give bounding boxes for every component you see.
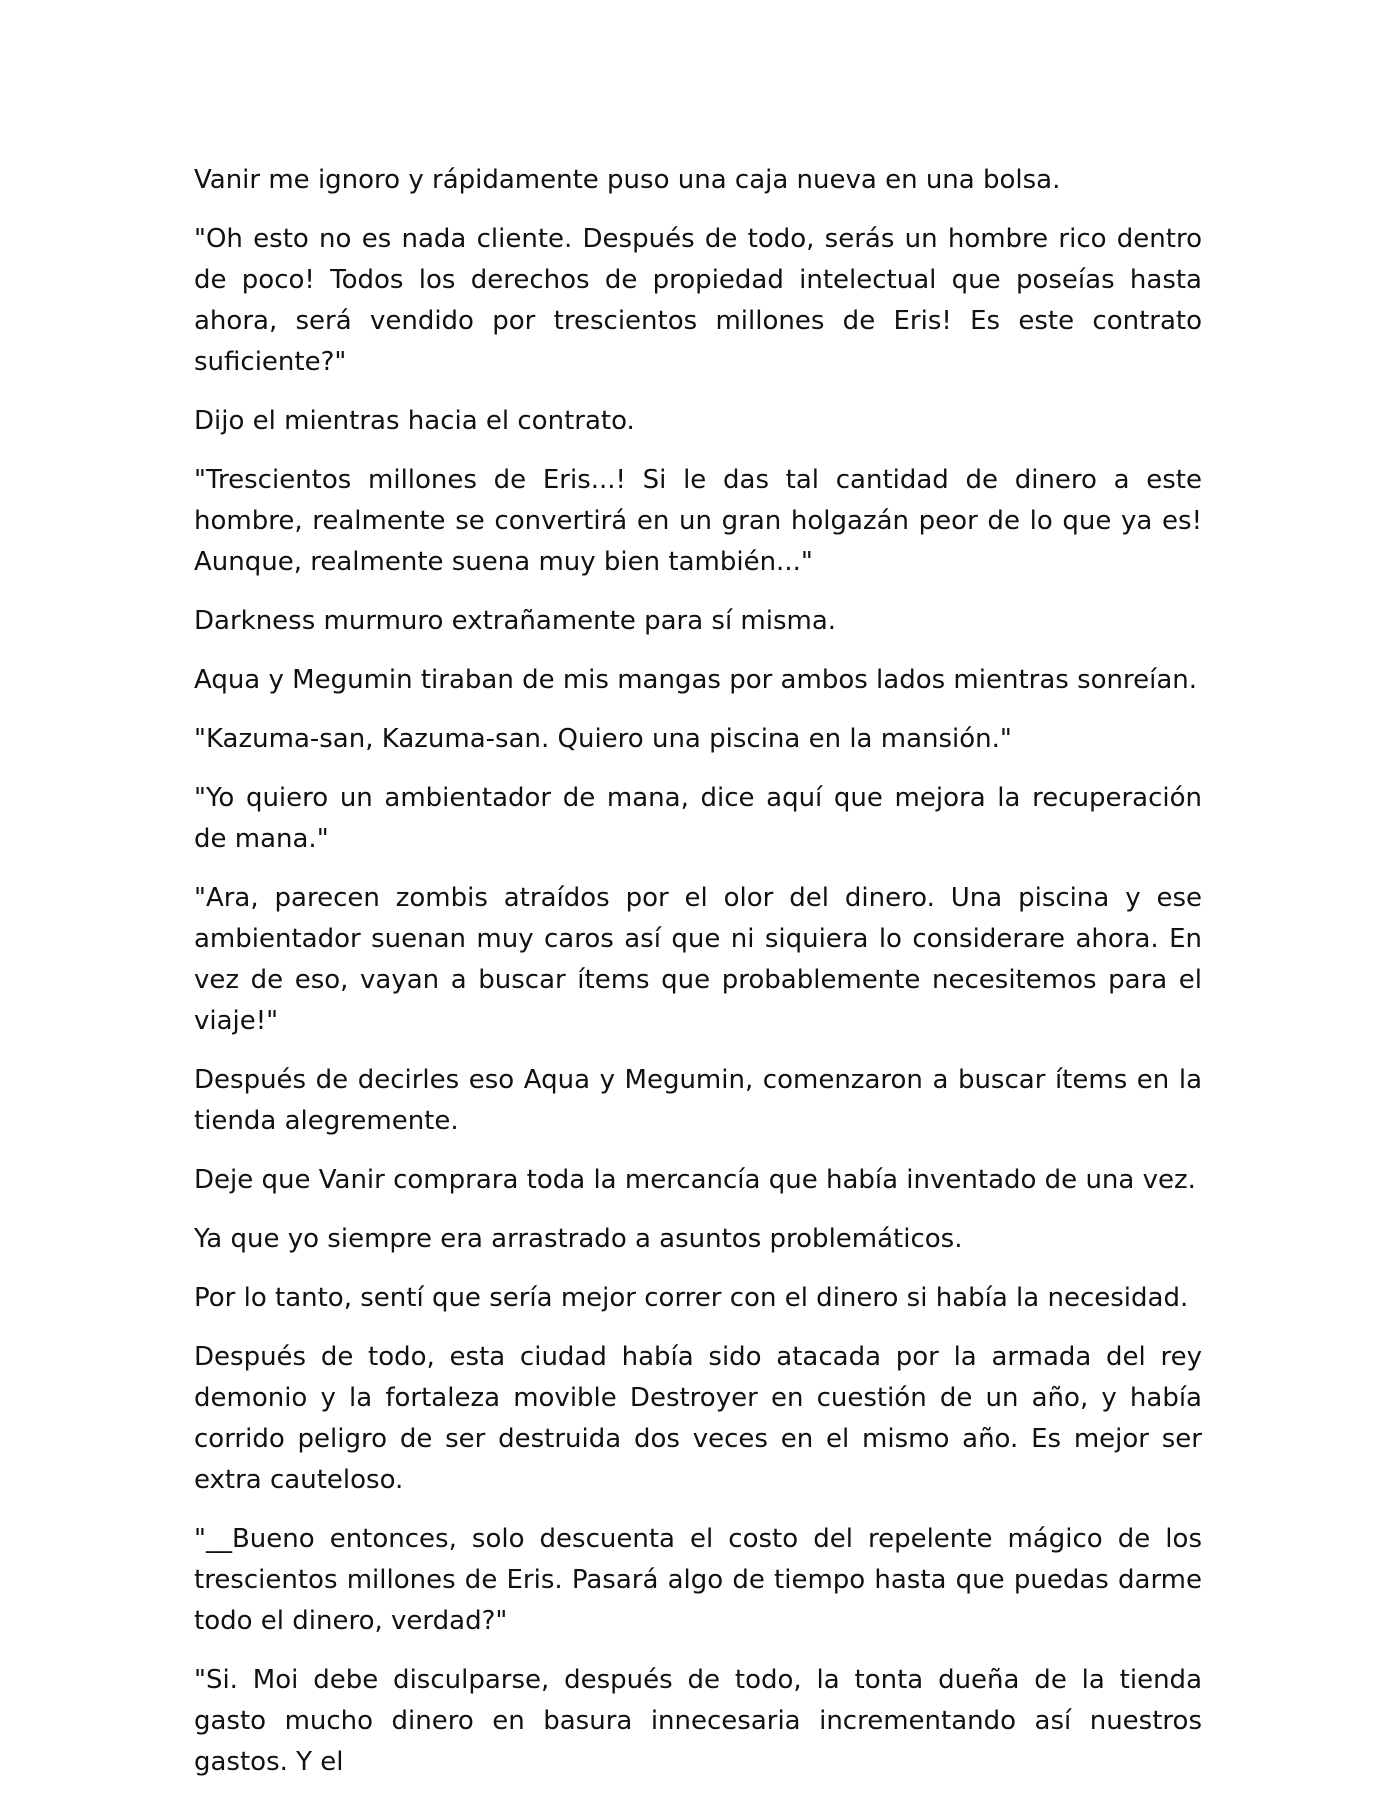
paragraph: Después de todo, esta ciudad había sido atacada por la armada del rey demonio y la fortaleza movible Destroyer en cuestión de un año, y había corrido peligro de ser destruida dos veces en el mismo año. Es mejor ser extra cauteloso. [194, 1342, 1202, 1495]
paragraph: "Si. Moi debe disculparse, después de todo, la tonta dueña de la tienda gasto mucho dinero en basura innecesaria incrementando así nuestros gastos. Y el [194, 1665, 1202, 1777]
paragraph: Dijo el mientras hacia el contrato. [194, 406, 635, 436]
paragraph: "Oh esto no es nada cliente. Después de todo, serás un hombre rico dentro de poco! Todos los derechos de propiedad intelectual que poseías hasta ahora, será vendido por trescientos millones de Eris! Es este contrato suficiente?" [194, 224, 1202, 377]
paragraph: Aqua y Megumin tiraban de mis mangas por ambos lados mientras sonreían. [194, 665, 1198, 695]
paragraph: Vanir me ignoro y rápidamente puso una caja nueva en una bolsa. [194, 165, 1061, 195]
paragraph: "__Bueno entonces, solo descuenta el costo del repelente mágico de los trescientos millones de Eris. Pasará algo de tiempo hasta que puedas darme todo el dinero, verdad?" [194, 1524, 1202, 1636]
paragraph: "Ara, parecen zombis atraídos por el olor del dinero. Una piscina y ese ambientador suenan muy caros así que ni siquiera lo considerare ahora. En vez de eso, vayan a buscar ítems que probablemente necesitemos para el viaje!" [194, 883, 1202, 1036]
paragraph: Por lo tanto, sentí que sería mejor correr con el dinero si había la necesidad. [194, 1283, 1189, 1313]
paragraph: "Trescientos millones de Eris...! Si le das tal cantidad de dinero a este hombre, realmente se convertirá en un gran holgazán peor de lo que ya es! Aunque, realmente suena muy bien también..." [194, 465, 1202, 577]
paragraph: "Kazuma-san, Kazuma-san. Quiero una piscina en la mansión." [194, 724, 1012, 754]
body-text [194, 160, 1202, 1801]
paragraph: Después de decirles eso Aqua y Megumin, comenzaron a buscar ítems en la tienda alegremente. [194, 1065, 1202, 1136]
paragraph: Deje que Vanir comprara toda la mercancía que había inventado de una vez. [194, 1165, 1196, 1195]
paragraph: "Yo quiero un ambientador de mana, dice aquí que mejora la recuperación de mana." [194, 783, 1202, 854]
paragraph: Ya que yo siempre era arrastrado a asuntos problemáticos. [194, 1224, 963, 1254]
paragraph: Darkness murmuro extrañamente para sí misma. [194, 606, 837, 636]
